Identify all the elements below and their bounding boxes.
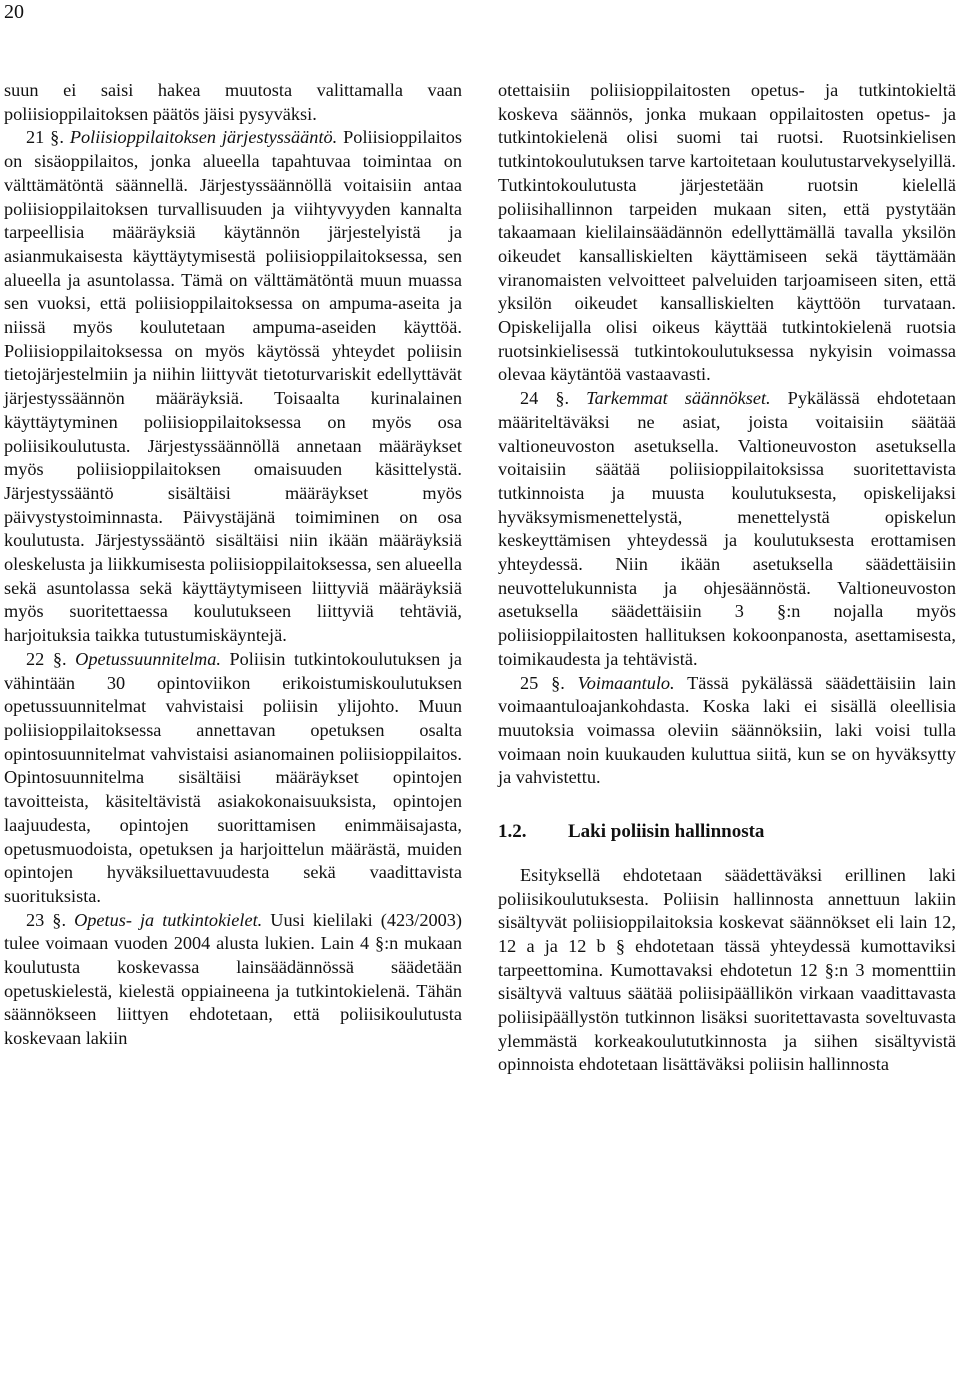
section-body: Uusi kielilaki (423/2003) tulee voimaan vuoden 2004 alusta lukien. Lain 4 §:n mukaan koulutusta koskevassa lainsäädännössä säädetään opetuskielestä, kielestä oppiaineena ja tutkintokielenä. Tähän säännökseen liittyen ehdotetaan, että poliisikoulutusta koskevaan lakiin [4, 909, 463, 1049]
section-number: 25 §. [520, 672, 565, 693]
section-body: Tässä pykälässä säädettäisiin lain voimaantuloajankohdasta. Koska laki ei sisällä oleellisia muutoksia voimassa oleviin säännöksiin, laki voisi tulla voimaan noin kuukauden kuluttua siitä, kun se on hyväksytty ja vahvistettu. [498, 672, 957, 788]
page-number: 20 [4, 1, 24, 23]
section-22 [4, 648, 462, 909]
chapter-heading [498, 820, 956, 844]
section-number: 24 §. [520, 388, 570, 409]
section-title: Poliisioppilaitoksen järjestyssääntö. [69, 127, 338, 148]
section-body: Poliisin tutkintokoulutuksen ja vähintään 30 opintoviikon erikoistumiskoulutuksen opetussuunnitelmat vahvistaisi poliisin ylijohto. Muun poliisioppilaitoksessa annettavan opetuksen osalta opintosuunnitelmat vahvistaisi asianomainen poliisioppilaitos. Opintosuunnitelma sisältäisi määräykset opintojen tavoitteista, käsiteltävistä asiakokonaisuuksista, opintojen laajuudesta, opintojen suorittamisen enimmäisajasta, opetusmuodoista, opetuksen ja harjoittelun määrästä, muiden opintojen hyväksiluettavuudesta sekä vaadittavista suorituksista. [4, 648, 462, 906]
heading-title: Laki poliisin hallinnosta [568, 821, 765, 843]
section-title: Opetussuunnitelma. [75, 648, 221, 669]
section-25 [498, 672, 956, 791]
section-title: Tarkemmat säännökset. [586, 388, 771, 409]
paragraph: otettaisiin poliisioppilaitosten opetus- ja tutkintokieltä koskeva säännös, jonka mukaan oppilaitosten opetus- ja tutkintokielenä olisi suomi tai ruotsi. Ruotsinkielisen tutkintokoulutuksen tarve kartoitetaan koulutustarvekyselyillä. Tutkintokoulutusta järjestetään ruotsin kielellä poliisihallinnon tarpeiden mukaan siten, että pystytään takaamaan kielilainsäädännön edellyttämällä tavalla yksilön oikeudet kansalliskielten käyttämiseen sekä täyttämään viranomaisten velvoitteet palveluiden tarjoamiseen siten, että yksilön oikeudet kansalliskielten käyttöön turvataan. Opiskelijalla olisi oikeus käyttää tutkintokielenä ruotsia ruotsinkielisessä tutkintokoulutuksessa nykyisin voimassa olevaa käytäntöä vastaavasti. [498, 80, 956, 385]
section-23 [4, 909, 462, 1051]
section-21 [4, 126, 462, 647]
left-column [4, 79, 462, 1051]
section-title: Opetus- ja tutkintokielet. [74, 909, 263, 930]
paragraph: Esityksellä ehdotetaan säädettäväksi erillinen laki poliisikoulutuksesta. Poliisin hallinnosta annettuun lakiin sisältyvät poliisioppilaitoksia koskevat säännökset eli lain 12, 12 a ja 12 b § ehdotetaan tässä yhteydessä kumottaviksi tarpeettomina. Kumottavaksi ehdotetun 12 §:n 3 momenttiin sisältyvä valtuus säätää poliisipäällikön virkaan vaadittavasta poliisipäällystön tutkinnon lisäksi suoritettavasta soveltuvasta ylemmästä korkeakoulututkinnosta ja siihen sisältyvistä opinnoista ehdotetaan lisättäväksi poliisin hallinnosta [498, 864, 956, 1075]
section-title: Voimaantulo. [577, 672, 675, 693]
section-number: 22 §. [26, 648, 67, 669]
section-body: Pykälässä ehdotetaan määriteltäväksi ne asiat, joista voitaisiin säätää valtioneuvoston asetuksella. Valtioneuvoston asetuksella voitaisiin säätää poliisioppilaitoksissa suoritettavista tutkinnoista ja muusta koulutuksesta, opiskelijaksi hyväksymismenettelystä, menettelystä opiskelun keskeyttämisen yhteydessä ja koulutuksesta erottamisen yhteydessä. Niin ikään asetuksella säädettäisiin neuvottelukunnista ja ohjesäännöstä. Valtioneuvoston asetuksella säädettäisiin 3 §:n nojalla myös poliisioppilaitosten hallituksen kokoonpanosta, asettamisesta, toimikaudesta ja tehtävistä. [498, 388, 956, 669]
section-body: Poliisioppilaitos on sisäoppilaitos, jonka alueella tapahtuvaa toimintaa on välttämätöntä säännellä. Järjestyssäännöllä voitaisiin antaa poliisioppilaitoksen turvallisuuden ja viihtyvyyden kannalta tarpeellisia määräyksiä käytännön järjestelyistä ja asianmukaisesta käyttäytymisestä poliisioppilaitoksessa, sen alueella ja asuntolassa. Tämä on välttämätöntä muun muassa sen vuoksi, että poliisioppilaitoksessa on ampuma-aseita ja niissä myös koulutetaan ampuma-aseiden käyttöä. Poliisioppilaitoksessa on myös käytössä yhteydet poliisin tietojärjestelmiin ja niihin liittyvät tietoturvariskit edellyttävät järjestyssäännön määräyksiä. Toisaalta kurinalainen käyttäytyminen poliisioppilaitoksessa on myös osa poliisikoulutusta. Järjestyssäännöllä annetaan määräykset myös poliisioppilaitoksen omaisuuden käsittelystä. Järjestyssääntö sisältäisi määräykset myös päivystystoiminnasta. Päivystäjänä toimiminen on osa koulutusta. Järjestyssääntö sisältäisi niin ikään määräyksiä oleskelusta ja liikkumisesta poliisioppilaitoksessa, sen alueella sekä asuntolassa sekä käyttäytymiseen liittyviä määräyksiä myös suoritettaessa koulutukseen liittyviä tehtäviä, harjoituksia taikka tutustumiskäyntejä. [4, 127, 462, 646]
right-column [498, 79, 956, 1077]
section-number: 21 §. [26, 127, 64, 148]
section-24 [498, 387, 956, 671]
paragraph: suun ei saisi hakea muutosta valittamalla vaan poliisioppilaitoksen päätös jäisi pysyväksi. [4, 80, 462, 124]
heading-number: 1.2. [498, 821, 527, 843]
section-number: 23 §. [26, 909, 67, 930]
